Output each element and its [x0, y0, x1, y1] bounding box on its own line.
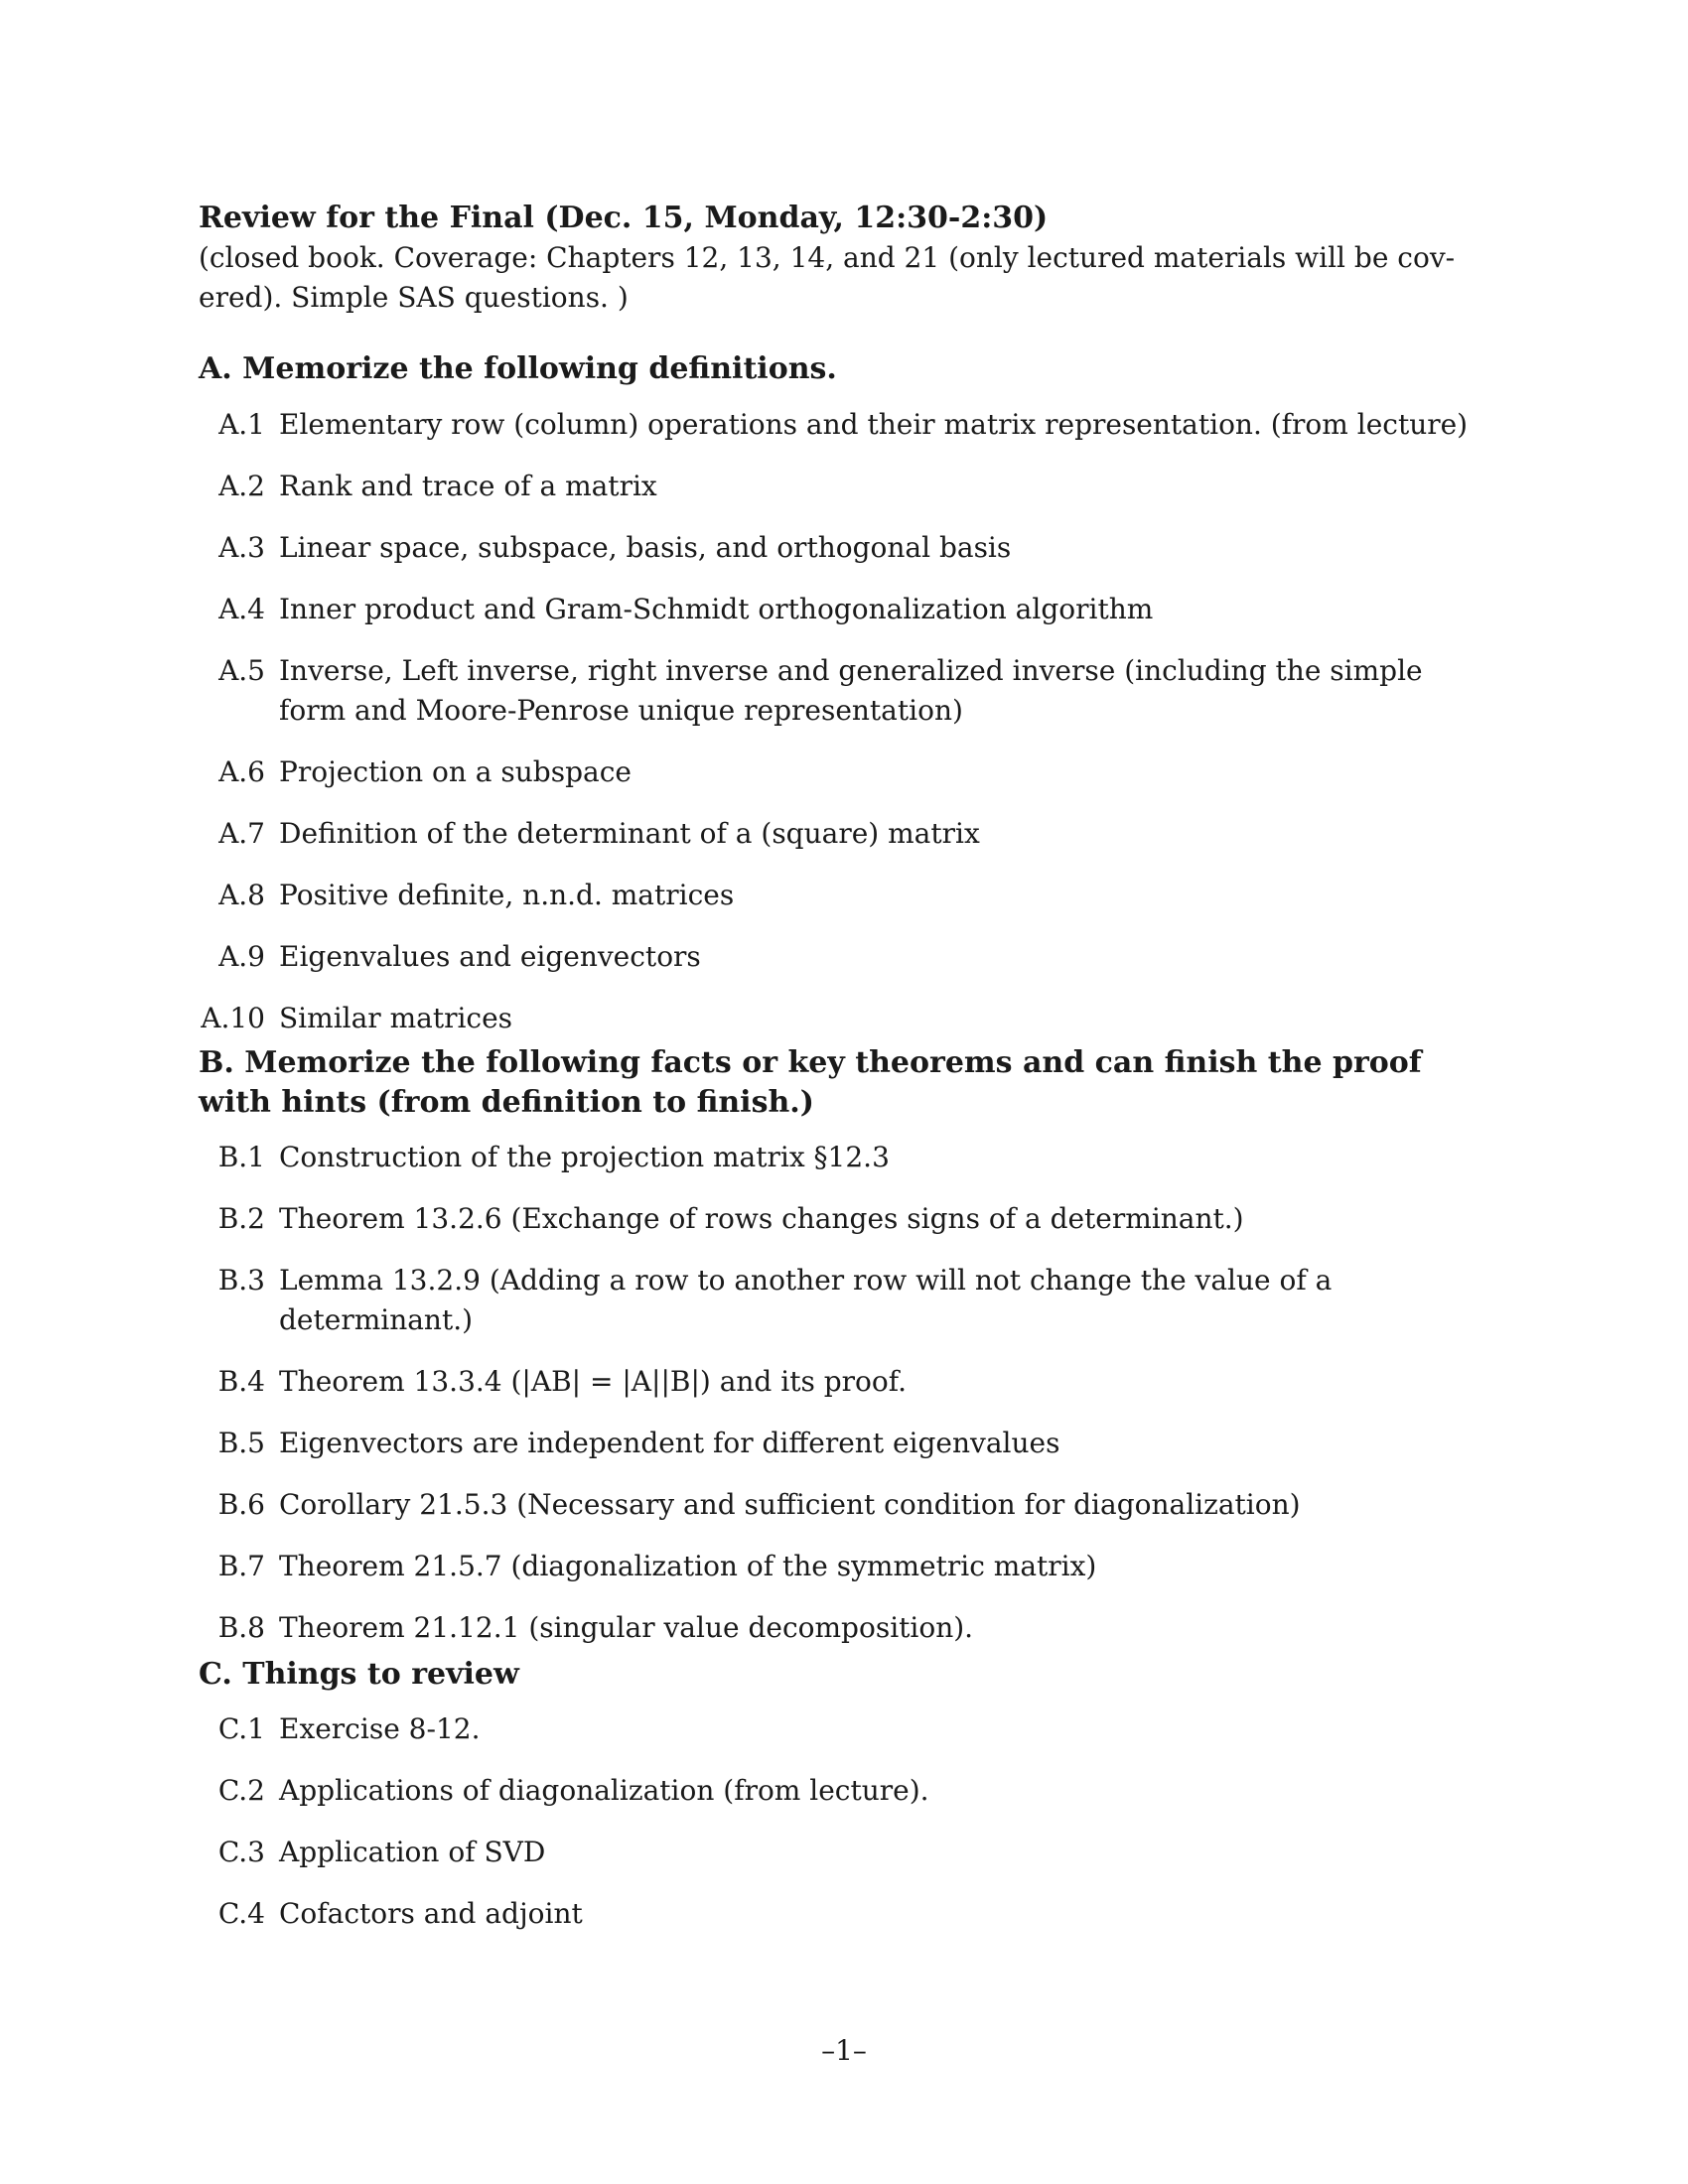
- item-number: B.7: [217, 1550, 265, 1582]
- list-item: [199, 814, 1489, 854]
- item-text: Projection on a subspace: [279, 755, 632, 788]
- item-text: Applications of diagonalization (from lecture).: [279, 1774, 929, 1807]
- item-number: A.8: [218, 879, 265, 911]
- item-number: A.7: [218, 817, 265, 850]
- item-text: Eigenvectors are independent for different eigenvalues: [279, 1427, 1060, 1459]
- list-item: [199, 1485, 1489, 1525]
- item-number: A.5: [218, 654, 265, 687]
- list-item: [199, 1709, 1489, 1749]
- list-item: [199, 405, 1489, 445]
- document-page: [199, 199, 1489, 1934]
- list-item: [199, 590, 1489, 629]
- item-text: Corollary 21.5.3 (Necessary and sufficient condition for diagonalization): [279, 1488, 1301, 1521]
- list-item: [199, 1608, 1489, 1648]
- item-number: B.4: [217, 1365, 265, 1398]
- item-text: Application of SVD: [279, 1836, 546, 1868]
- list-item: [199, 937, 1489, 977]
- item-text: Theorem 21.5.7 (diagonalization of the symmetric matrix): [279, 1550, 1097, 1582]
- list-item: [199, 1261, 1489, 1340]
- section-b-heading: B. Memorize the following facts or key theorems and can finish the proof with hints (from definition to finish.): [199, 1045, 1422, 1120]
- item-number: B.5: [217, 1427, 265, 1459]
- item-number: B.3: [217, 1264, 265, 1297]
- list-item: [199, 528, 1489, 568]
- item-text: Linear space, subspace, basis, and orthogonal basis: [279, 531, 1012, 564]
- item-number: C.3: [217, 1836, 265, 1868]
- item-text: Inverse, Left inverse, right inverse and generalized inverse (including the simple form and Moore-Penrose unique representation): [279, 654, 1423, 727]
- list-item: [199, 1771, 1489, 1811]
- section-c-list: [199, 1709, 1489, 1934]
- list-item: [199, 1424, 1489, 1463]
- section-b-list: [199, 1138, 1489, 1648]
- item-text: Elementary row (column) operations and their matrix representation. (from lecture): [279, 408, 1469, 441]
- list-item: [199, 1833, 1489, 1872]
- list-item: [199, 999, 1489, 1038]
- item-number: B.8: [217, 1611, 265, 1644]
- item-text: Theorem 21.12.1 (singular value decomposition).: [279, 1611, 974, 1644]
- item-text: Rank and trace of a matrix: [279, 470, 657, 502]
- item-number: B.2: [217, 1202, 265, 1235]
- item-text: Theorem 13.2.6 (Exchange of rows changes signs of a determinant.): [279, 1202, 1244, 1235]
- list-item: [199, 1138, 1489, 1177]
- list-item: [199, 752, 1489, 792]
- item-text: Definition of the determinant of a (square) matrix: [279, 817, 980, 850]
- section-a-list: [199, 405, 1489, 1038]
- item-number: A.1: [218, 408, 265, 441]
- document-subtitle-line-2: ered). Simple SAS questions. ): [199, 281, 629, 314]
- page-number: –1–: [821, 2034, 867, 2067]
- item-text: Theorem 13.3.4 (|AB| = |A||B|) and its proof.: [279, 1365, 908, 1398]
- item-number: C.4: [217, 1897, 265, 1930]
- item-text: Lemma 13.2.9 (Adding a row to another row will not change the value of a determinant.): [279, 1264, 1333, 1336]
- item-number: C.1: [217, 1712, 265, 1745]
- document-title: Review for the Final (Dec. 15, Monday, 12:30-2:30): [199, 201, 1049, 235]
- item-number: C.2: [217, 1774, 265, 1807]
- item-text: Construction of the projection matrix §12.3: [279, 1141, 890, 1173]
- item-text: Similar matrices: [279, 1002, 513, 1034]
- item-text: Positive definite, n.n.d. matrices: [279, 879, 735, 911]
- item-number: B.6: [217, 1488, 265, 1521]
- item-number: A.3: [218, 531, 265, 564]
- section-a-heading: A. Memorize the following definitions.: [199, 351, 837, 386]
- list-item: [199, 1894, 1489, 1934]
- item-text: Exercise 8-12.: [279, 1712, 481, 1745]
- list-item: [199, 1547, 1489, 1586]
- item-number: A.6: [218, 755, 265, 788]
- item-number: A.4: [218, 593, 265, 625]
- list-item: [199, 876, 1489, 915]
- list-item: [199, 1362, 1489, 1402]
- item-text: Eigenvalues and eigenvectors: [279, 940, 701, 973]
- list-item: [199, 1199, 1489, 1239]
- item-number: B.1: [217, 1141, 265, 1173]
- item-text: Inner product and Gram-Schmidt orthogonalization algorithm: [279, 593, 1154, 625]
- document-subtitle-line-1: (closed book. Coverage: Chapters 12, 13, 14, and 21 (only lectured materials will be cov-: [199, 241, 1456, 274]
- list-item: [199, 651, 1489, 731]
- section-c-heading: C. Things to review: [199, 1657, 519, 1692]
- item-number: A.2: [218, 470, 265, 502]
- list-item: [199, 467, 1489, 506]
- item-number: A.9: [218, 940, 265, 973]
- item-number: A.10: [201, 1002, 265, 1034]
- item-text: Cofactors and adjoint: [279, 1897, 583, 1930]
